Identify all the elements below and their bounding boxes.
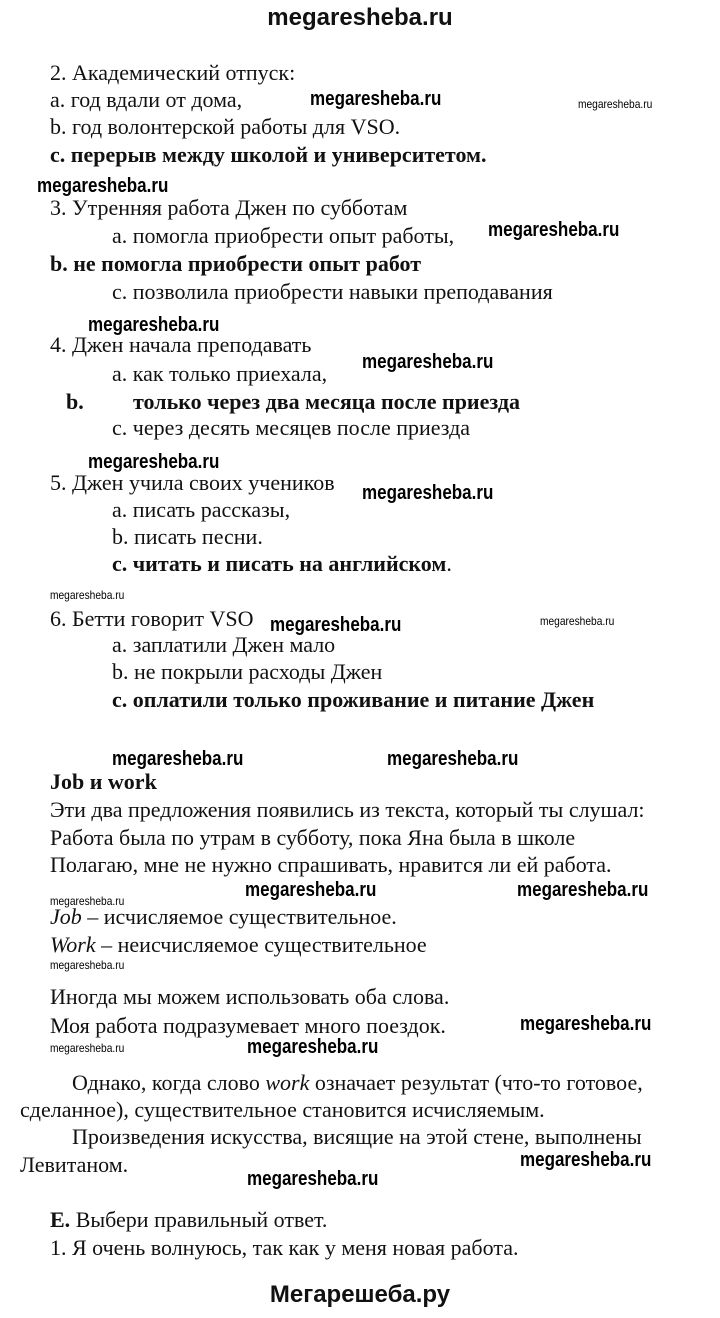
text-line: Эти два предложения появились из текста, который ты слушал:	[50, 797, 645, 822]
text-line: Полагаю, мне не нужно спрашивать, нравится ли ей работа.	[50, 852, 612, 877]
question-6-title: 6. Бетти говорит VSO	[50, 606, 254, 631]
watermark: megaresheba.ru	[247, 1168, 379, 1190]
text-line: Произведения искусства, висящие на этой стене, выполнены	[72, 1124, 642, 1149]
work-word: work	[265, 1070, 310, 1095]
text-part: Однако, когда слово	[72, 1070, 266, 1095]
q5-option-c-text: c. читать и писать на английском	[112, 551, 447, 576]
q5-option-c-period: .	[446, 551, 452, 576]
q3-option-a: a. помогла приобрести опыт работы,	[112, 223, 455, 248]
job-word: Job	[50, 904, 82, 929]
text-line: Работа была по утрам в субботу, пока Яна была в школе	[50, 825, 576, 850]
q3-option-c: c. позволила приобрести навыки преподавания	[112, 279, 553, 304]
text-line: сделанное), существительное становится исчисляемым.	[20, 1097, 545, 1122]
watermark-small: megaresheba.ru	[50, 588, 125, 602]
q6-option-c-answer: c. оплатили только проживание и питание Джен	[112, 687, 595, 712]
q5-option-b: b. писать песни.	[112, 524, 263, 549]
watermark: megaresheba.ru	[520, 1013, 652, 1035]
q6-option-a: a. заплатили Джен мало	[112, 632, 336, 657]
watermark-small: megaresheba.ru	[50, 958, 125, 972]
q5-option-c-answer	[112, 552, 452, 576]
q4-option-c: c. через десять месяцев после приезда	[112, 415, 471, 440]
text-line: Левитаном.	[20, 1152, 129, 1177]
job-def-text: – исчисляемое существительное.	[81, 904, 397, 929]
q6-option-b: b. не покрыли расходы Джен	[112, 659, 383, 684]
watermark: megaresheba.ru	[310, 88, 442, 110]
watermark: megaresheba.ru	[362, 482, 494, 504]
watermark: megaresheba.ru	[245, 879, 377, 901]
exercise-instruction: Выбери правильный ответ.	[70, 1207, 328, 1232]
exercise-e-title	[50, 1208, 327, 1232]
question-2-title: 2. Академический отпуск:	[50, 60, 296, 85]
q2-option-c-answer: c. перерыв между школой и университетом.	[50, 142, 487, 167]
work-word: Work	[50, 932, 96, 957]
watermark: megaresheba.ru	[362, 351, 494, 373]
work-definition	[50, 933, 427, 957]
job-definition	[50, 905, 397, 929]
watermark: megaresheba.ru	[112, 748, 244, 770]
watermark: megaresheba.ru	[387, 748, 519, 770]
q4-option-b-letter: b.	[66, 389, 84, 414]
q4-option-b-answer: только через два месяца после приезда	[133, 389, 520, 414]
q5-option-a: a. писать рассказы,	[112, 497, 291, 522]
watermark-small: megaresheba.ru	[578, 97, 653, 111]
watermark: megaresheba.ru	[520, 1149, 652, 1171]
q3-option-b-answer: b. не помогла приобрести опыт работ	[50, 251, 422, 276]
text-part: означает результат (что-то готовое,	[309, 1070, 643, 1095]
watermark: megaresheba.ru	[37, 175, 169, 197]
watermark: megaresheba.ru	[88, 314, 220, 336]
watermark: megaresheba.ru	[270, 614, 402, 636]
watermark-small: megaresheba.ru	[50, 894, 125, 908]
watermark-small: megaresheba.ru	[50, 1041, 125, 1055]
site-footer: Мегарешеба.ру	[269, 1281, 451, 1308]
question-3-title: 3. Утренняя работа Джен по субботам	[50, 195, 408, 220]
watermark-small: megaresheba.ru	[540, 614, 615, 628]
site-header: megaresheba.ru	[267, 4, 453, 31]
text-line	[72, 1071, 643, 1095]
watermark: megaresheba.ru	[88, 451, 220, 473]
exercise-e-q1: 1. Я очень волнуюсь, так как у меня новая работа.	[50, 1235, 519, 1260]
watermark: megaresheba.ru	[247, 1036, 379, 1058]
question-4-title: 4. Джен начала преподавать	[50, 332, 312, 357]
text-line: Моя работа подразумевает много поездок.	[50, 1013, 446, 1038]
question-5-title: 5. Джен учила своих учеников	[50, 470, 335, 495]
watermark: megaresheba.ru	[517, 879, 649, 901]
exercise-letter: E.	[50, 1207, 71, 1232]
text-line: Иногда мы можем использовать оба слова.	[50, 984, 450, 1009]
watermark: megaresheba.ru	[488, 219, 620, 241]
section-title-job-work: Job и work	[50, 769, 157, 794]
work-def-text: – неисчисляемое существительное	[95, 932, 427, 957]
q2-option-a: a. год вдали от дома,	[50, 87, 243, 112]
q2-option-b: b. год волонтерской работы для VSO.	[50, 114, 401, 139]
q4-option-a: a. как только приехала,	[112, 361, 328, 386]
